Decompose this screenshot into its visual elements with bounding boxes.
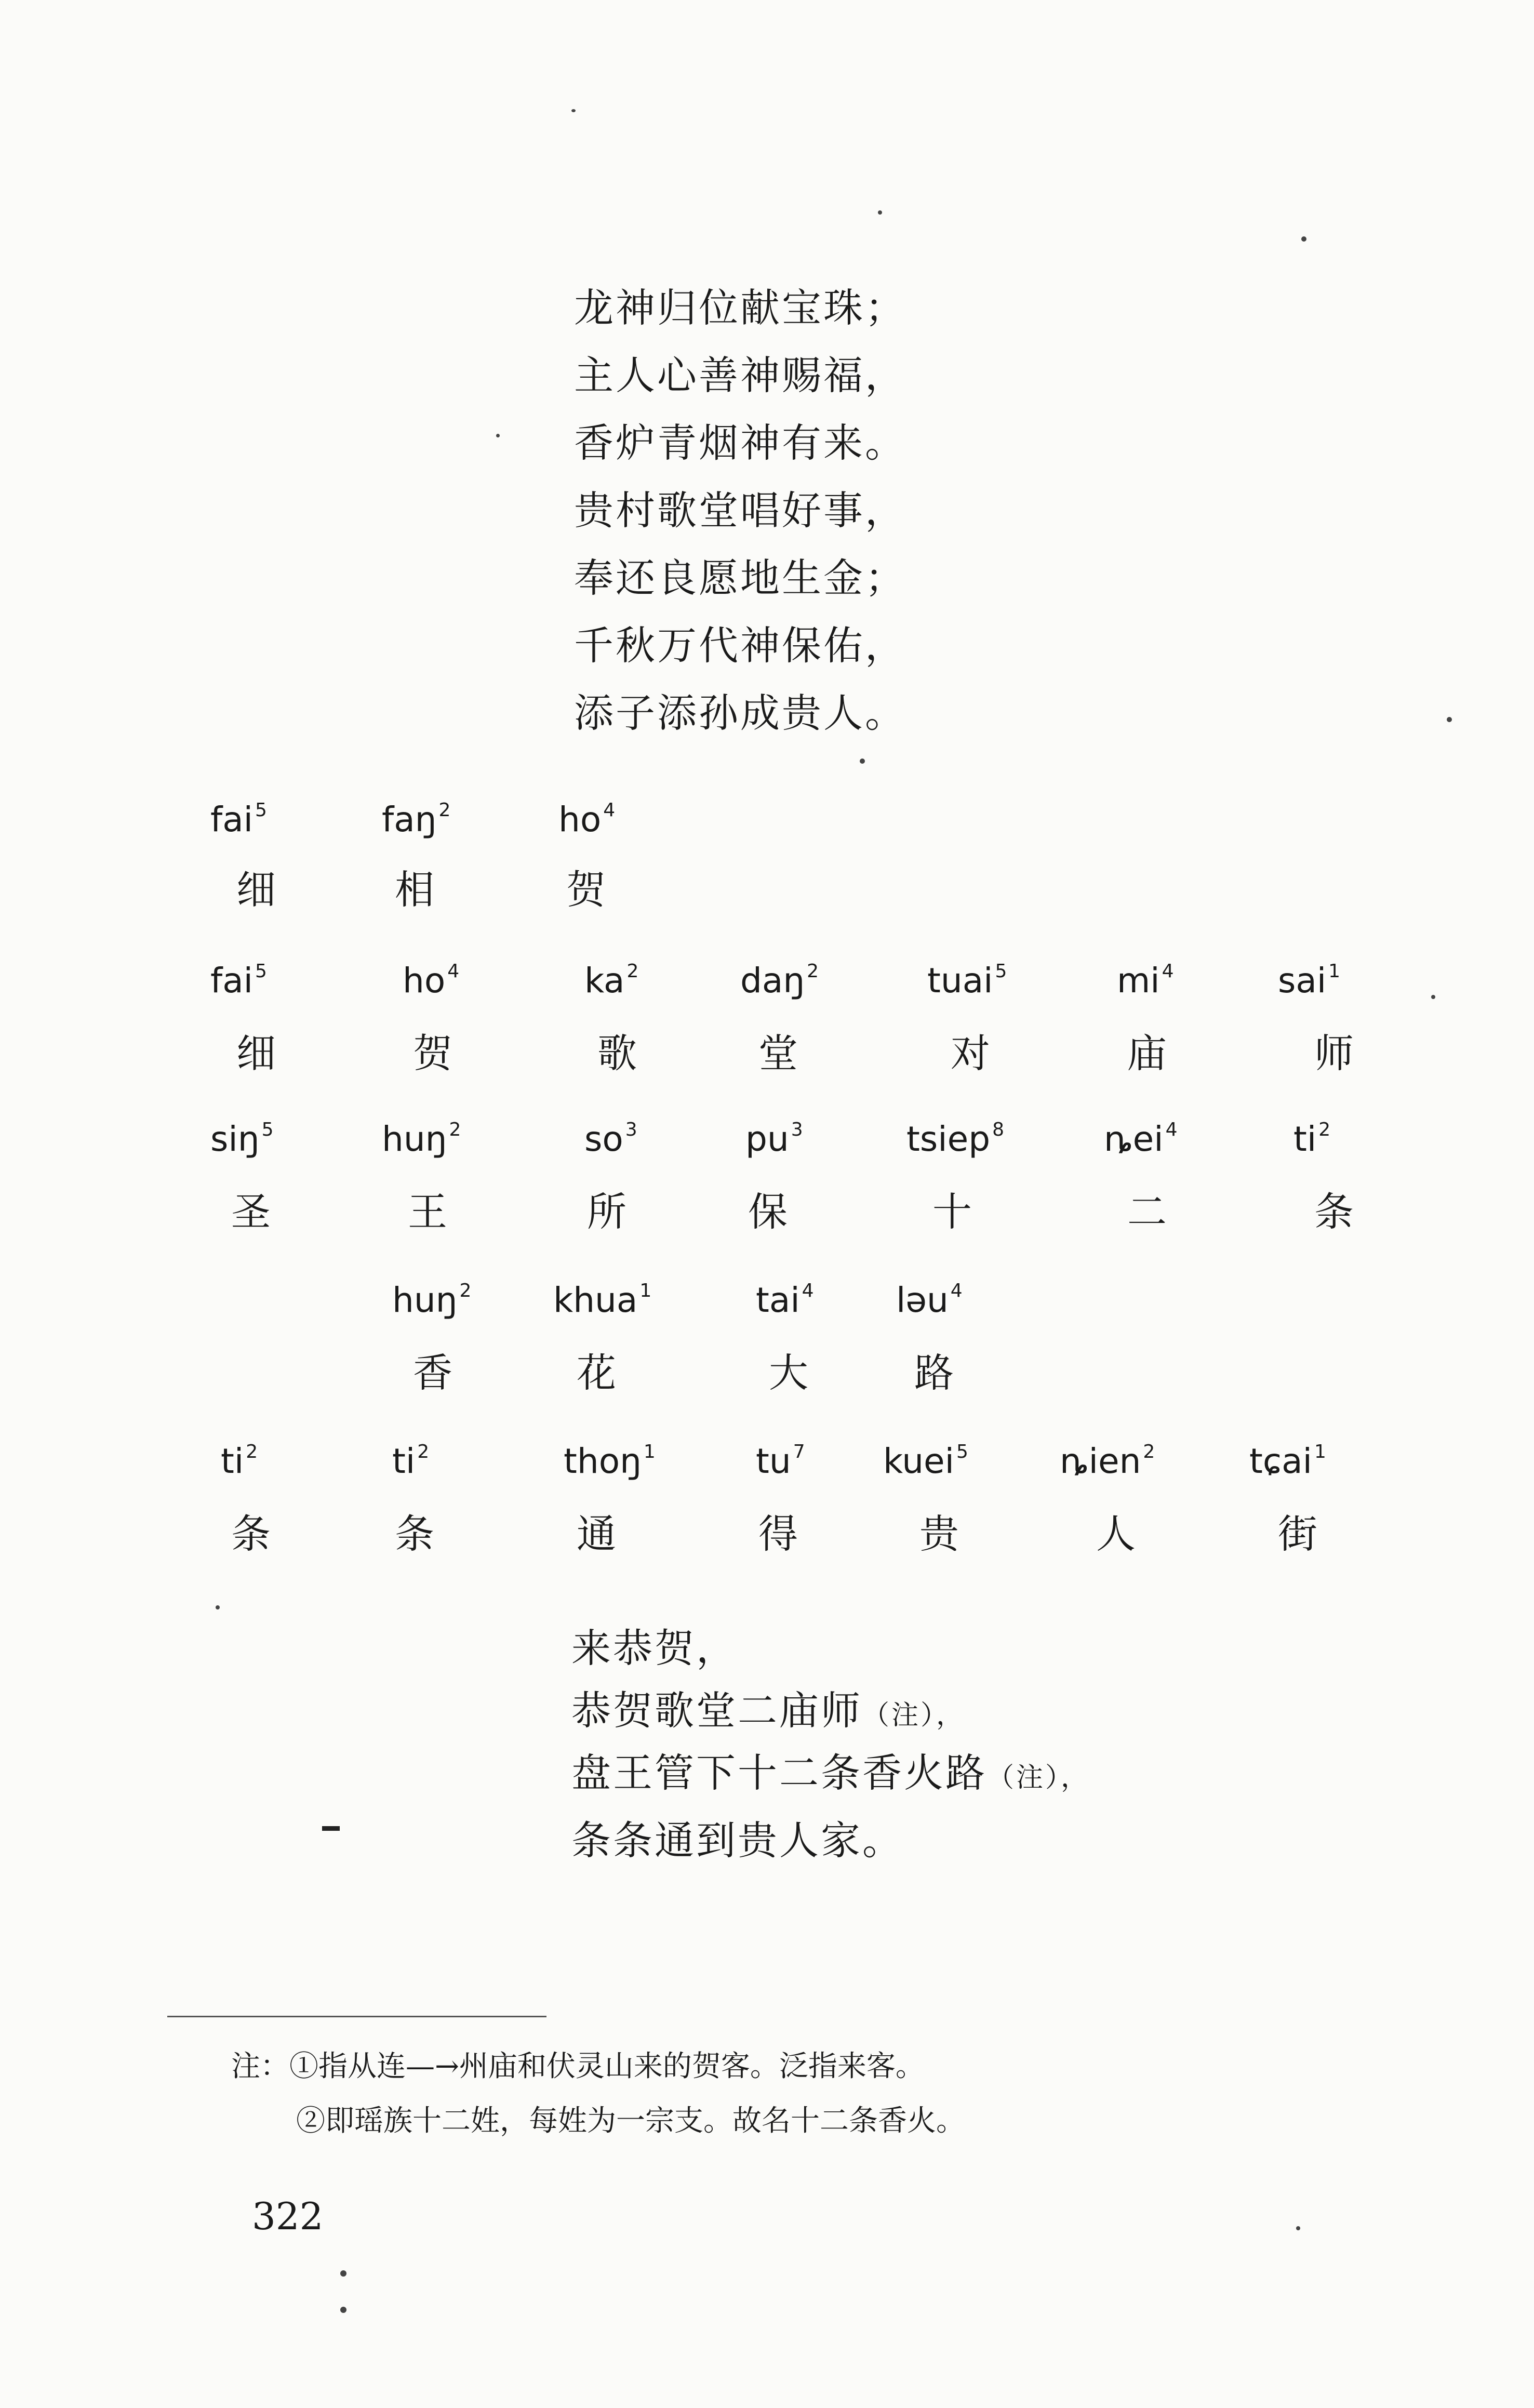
- verse-line-3: 香炉青烟神有来。: [574, 420, 906, 466]
- verse-line-10: 盘王管下十二条香火路（注），: [571, 1750, 1090, 1796]
- hanzi: 对: [951, 1030, 990, 1076]
- hanzi: 得: [758, 1511, 798, 1557]
- romanization: ti $^2$: [392, 1441, 430, 1481]
- romanization: ka $^2$: [584, 961, 639, 1001]
- romanization: ho $^4$: [558, 800, 616, 840]
- verse-line-1: 龙神归位献宝珠；: [574, 285, 906, 331]
- romanization: fai $^5$: [210, 800, 267, 840]
- dash-mark: [322, 1826, 340, 1831]
- scan-speck: [878, 210, 882, 215]
- romanization: huŋ $^2$: [382, 1119, 461, 1159]
- scan-speck: [1447, 717, 1452, 722]
- romanization: ti $^2$: [221, 1441, 258, 1481]
- scan-speck: [860, 759, 865, 764]
- romanization: sai $^1$: [1278, 961, 1341, 1001]
- hanzi: 相: [395, 867, 434, 913]
- scan-speck: [1301, 236, 1306, 242]
- romanization: huŋ $^2$: [392, 1280, 472, 1320]
- hanzi: 细: [236, 1030, 276, 1076]
- hanzi: 所: [587, 1189, 626, 1235]
- page-number: 322: [252, 2194, 324, 2238]
- romanization: ȵei $^4$: [1104, 1119, 1178, 1159]
- hanzi: 二: [1127, 1189, 1167, 1235]
- scan-speck: [571, 109, 576, 112]
- scan-speck: [216, 1605, 220, 1609]
- verse-line-11: 条条通到贵人家。: [571, 1817, 904, 1864]
- verse-line-6: 千秋万代神保佑，: [574, 622, 906, 669]
- verse-line-2: 主人心善神赐福，: [574, 352, 906, 398]
- hanzi: 师: [1314, 1030, 1354, 1076]
- hanzi: 王: [408, 1189, 447, 1235]
- hanzi: 庙: [1127, 1030, 1167, 1076]
- romanization: so $^3$: [584, 1119, 637, 1159]
- romanization: fai $^5$: [210, 961, 267, 1001]
- hanzi: 细: [236, 867, 276, 913]
- romanization: pu $^3$: [745, 1119, 803, 1159]
- hanzi: 通: [577, 1511, 616, 1557]
- hanzi: 贺: [566, 867, 606, 913]
- hanzi: 街: [1278, 1511, 1317, 1557]
- hanzi: 路: [914, 1350, 954, 1396]
- verse-line-8: 来恭贺，: [571, 1625, 738, 1671]
- hanzi: 花: [577, 1350, 616, 1396]
- romanization: faŋ $^2$: [382, 800, 451, 840]
- hanzi: 堂: [758, 1030, 798, 1076]
- hanzi: 贺: [413, 1030, 452, 1076]
- hanzi: 条: [231, 1511, 271, 1557]
- footnote-rule: [167, 2016, 546, 2017]
- scan-speck: [1296, 2226, 1300, 2230]
- romanization: tuai $^5$: [927, 961, 1007, 1001]
- romanization: ȵien $^2$: [1060, 1441, 1155, 1481]
- verse-line-5: 奉还良愿地生金；: [574, 555, 906, 601]
- scan-speck: [496, 434, 500, 437]
- verse-line-4: 贵村歌堂唱好事，: [574, 487, 906, 534]
- scan-speck: [340, 2270, 346, 2277]
- hanzi: 香: [413, 1350, 452, 1396]
- romanization: mi $^4$: [1117, 961, 1174, 1001]
- scan-speck: [340, 2307, 346, 2313]
- hanzi: 条: [395, 1511, 434, 1557]
- hanzi: 歌: [597, 1030, 637, 1076]
- scan-speck: [1431, 995, 1435, 999]
- romanization: kuei $^5$: [883, 1441, 968, 1481]
- romanization: ho $^4$: [403, 961, 460, 1001]
- romanization: daŋ $^2$: [740, 961, 819, 1001]
- hanzi: 十: [932, 1189, 972, 1235]
- verse-line-9: 恭贺歌堂二庙师（注），: [571, 1687, 966, 1734]
- romanization: ləu $^4$: [896, 1280, 963, 1320]
- romanization: tɕai $^1$: [1249, 1441, 1326, 1481]
- hanzi: 贵: [919, 1511, 959, 1557]
- romanization: siŋ $^5$: [210, 1119, 274, 1159]
- hanzi: 保: [748, 1189, 788, 1235]
- hanzi: 圣: [231, 1189, 271, 1235]
- hanzi: 大: [769, 1350, 808, 1396]
- romanization: khua $^1$: [553, 1280, 652, 1320]
- hanzi: 人: [1096, 1511, 1136, 1557]
- verse-line-7: 添子添孙成贵人。: [574, 690, 906, 736]
- romanization: tu $^7$: [756, 1441, 805, 1481]
- footnote-2: ②即瑶族十二姓，每姓为一宗支。故名十二条香火。: [296, 2104, 965, 2138]
- romanization: ti $^2$: [1293, 1119, 1331, 1159]
- hanzi: 条: [1314, 1189, 1354, 1235]
- footnote-1: 注：①指从连—→州庙和伏灵山来的贺客。泛指来客。: [231, 2050, 925, 2083]
- romanization: thoŋ $^1$: [564, 1441, 656, 1481]
- romanization: tsiep $^8$: [906, 1119, 1005, 1159]
- romanization: tai $^4$: [756, 1280, 814, 1320]
